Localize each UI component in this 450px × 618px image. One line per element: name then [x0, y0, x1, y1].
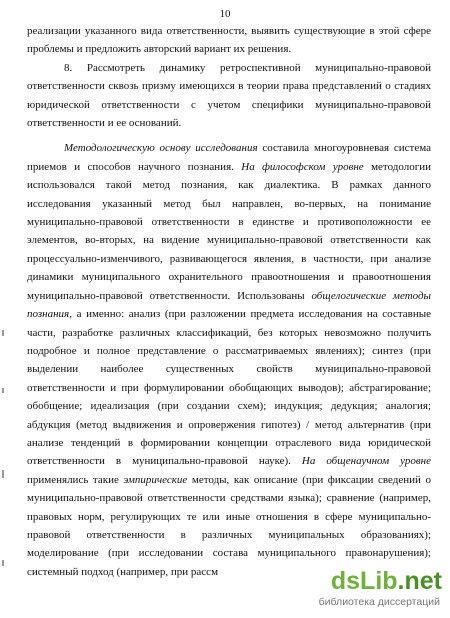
empirical-label: эмпирические: [123, 473, 188, 486]
paragraph-methodology: [27, 139, 431, 581]
methodology-lead: Методологическую основу исследования: [64, 142, 258, 155]
methodology-text-e: методы, как описание (при фиксации сведений о муниципально-правовой ответственности средствами языка); сравнение (например, правовых норм, регулирующих те или иные отношения в сфере муниципально-правовой ответственности в различных муниципальных образованиях); моделирование (при исследовании состава муниципального правонарушения); системный подход (например, при рассм: [27, 473, 431, 578]
scan-edge-mark: [2, 388, 4, 393]
scan-edge-mark: [2, 330, 4, 336]
methodology-text-b: методологии использовался такой метод познания, как диалектика. В рамках данного исследования указанный метод был направлен, во-первых, на понимание муниципально-правовой ответственности в единстве и противоположности ее элементов, во-вторых, на видение муниципально-правовой ответственности как процессуально-изменчивого, развивающегося явления, в частности, при анализе динамики муниципального охранительного правоотношения и правоотношения муниципально-правовой ответственности. Использованы: [27, 160, 431, 302]
page-number: 10: [219, 8, 231, 20]
dslib-logo: dsLib.net: [330, 567, 442, 595]
philosophical-level-label: На философском уровне: [241, 160, 364, 173]
watermark-caption: библиотека диссертаций: [318, 596, 440, 608]
general-scientific-level-label: На общенаучном уровне: [301, 455, 431, 468]
paragraph-task-8: 8. Рассмотреть динамику ретроспективной муниципально-правовой ответственности сквозь призму имеющихся в теории права представлений о стадиях юридической ответственности с учетом специфики муниципально-правовой ответственности и ее оснований.: [27, 61, 431, 130]
general-logical-methods-label: общелогические методы познания: [27, 289, 432, 321]
methodology-text-a: составила многоуровневая система приемов и способов научного познания.: [27, 142, 432, 173]
methodology-text-c: , а именно: анализ (при разложении предмета исследования на составные части, разработке различных классификаций, без которых невозможно получить подробное и полное представление о рассматриваемых явлениях); синтез (при выделении наиболее существенных свойств муниципально-правовой ответственности и при формулировании обобщающих выводов); абстрагирование; обобщение; идеализация (при создании схем); индукция; дедукция; аналогия; абдукция (метод выдвижения и опровержения гипотез) / метод альтернатив (при анализе тенденций в формировании концепции отраслевого вида юридической ответственности в муниципально-правовой науке).: [27, 308, 431, 468]
dslib-watermark: [310, 567, 442, 613]
scan-edge-mark: [2, 560, 4, 566]
scan-edge-mark: [2, 470, 4, 478]
document-body: [27, 22, 431, 581]
methodology-text-d: применялись такие: [27, 473, 124, 486]
paragraph-intro-end: реализации указанного вида ответственности, выявить существующие в этой сфере проблемы и предложить авторский вариант их решения.: [27, 25, 431, 56]
